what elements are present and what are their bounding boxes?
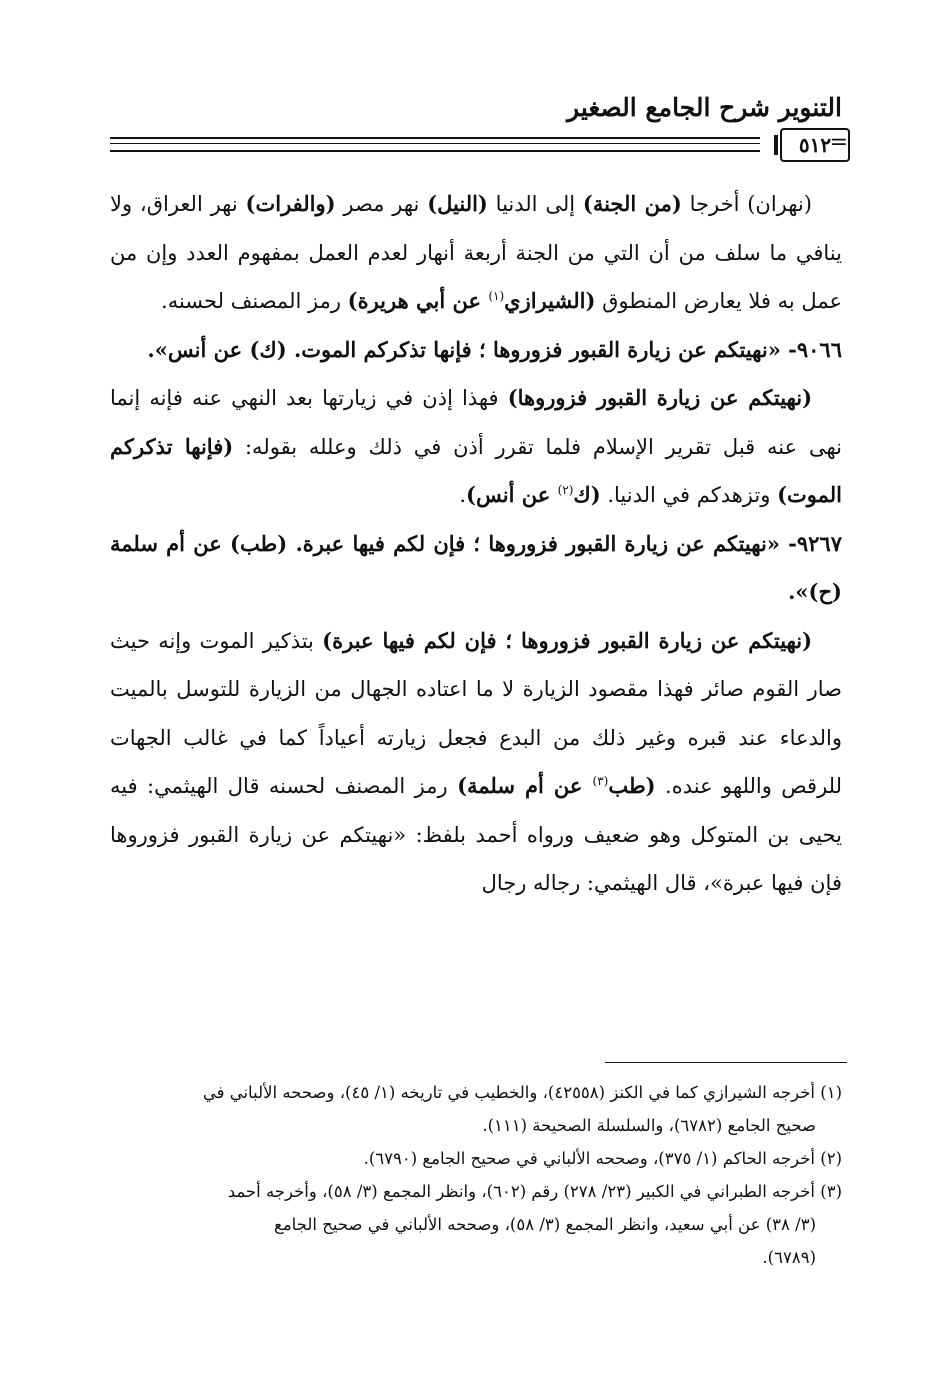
footnote-ref: (٢)	[557, 483, 574, 497]
footnote-3-cont: (٣/ ٣٨) عن أبي سعيد، وانظر المجمع (٣/ ٥٨)، وصححه الألباني في صحيح الجامع	[274, 1215, 816, 1234]
commentary-paragraph: (نهران) أخرجا (من الجنة) إلى الدنيا (النيل) نهر مصر (والفرات) نهر العراق، ولا ينافي ما سلف من أن التي من الجنة أربعة أنهار لعدم العمل بمفهوم العدد وإن من عمل به فلا يعارض المنطوق (الشيرازي$^{(١)}$ عن أبي هريرة) رمز المصنف لحسنه.	[110, 191, 842, 313]
running-title: التنوير شرح الجامع الصغير	[567, 93, 842, 122]
footnote-ref: (١)	[488, 289, 505, 303]
hadith-entry: ٩٢٦٧- «نهيتكم عن زيارة القبور فزوروها ؛ فإن لكم فيها عبرة. (طب) عن أم سلمة (ح)».	[110, 530, 842, 604]
footnote-1-cont: صحيح الجامع (٦٧٨٢)، والسلسلة الصحيحة (١١١).	[482, 1116, 816, 1135]
footnote-3: (٣) أخرجه الطبراني في الكبير (٢٣/ ٢٧٨) رقم (٦٠٢)، وانظر المجمع (٣/ ٥٨)، وأخرجه أحمد	[227, 1182, 842, 1201]
footnotes	[110, 1076, 842, 1274]
header-rule	[110, 137, 760, 139]
commentary-paragraph: (نهيتكم عن زيارة القبور فزوروها) فهذا إذن في زيارتها بعد النهي عنه فإنه إنما نهى عنه قبل تقرير الإسلام فلما تقرر أذن في ذلك وعلله بقوله: (فإنها تذكركم الموت) وتزهدكم في الدنيا. (ك$^{(٢)}$ عن أنس).	[110, 385, 842, 507]
header-mark: =	[829, 130, 848, 155]
main-text	[110, 180, 842, 908]
page-number: ٥١٢	[780, 128, 850, 162]
hadith-entry: ٩٠٦٦- «نهيتكم عن زيارة القبور فزوروها ؛ فإنها تذكركم الموت. (ك) عن أنس».	[147, 336, 842, 362]
commentary-paragraph: (نهيتكم عن زيارة القبور فزوروها ؛ فإن لكم فيها عبرة) بتذكير الموت وإنه حيث صار القوم صائر فهذا مقصود الزيارة لا ما اعتاده الجهال من الزيارة للتوسل بالميت والدعاء عند قبره وغير ذلك من البدع فجعل زيارته أعياداً كما في غالب الجهات للرقص واللهو عنده. (طب$^{(٣)}$ عن أم سلمة) رمز المصنف لحسنه قال الهيثمي: فيه يحيى بن المتوكل وهو ضعيف ورواه أحمد بلفظ: «نهيتكم عن زيارة القبور فزوروها فإن فيها عبرة»، قال الهيثمي: رجاله رجال	[110, 627, 843, 895]
footnote-divider	[605, 1062, 847, 1063]
header-rule	[110, 143, 760, 144]
footnote-3-cont: (٦٧٨٩).	[762, 1248, 816, 1267]
footnote-2: (٢) أخرجه الحاكم (١/ ٣٧٥)، وصححه الألباني في صحيح الجامع (٦٧٩٠).	[363, 1149, 842, 1168]
footnote-1: (١) أخرجه الشيرازي كما في الكنز (٤٢٥٥٨)، والخطيب في تاريخه (١/ ٤٥)، وصححه الألباني في	[202, 1083, 842, 1102]
footnote-ref: (٣)	[592, 774, 609, 788]
header-rule	[110, 150, 760, 152]
